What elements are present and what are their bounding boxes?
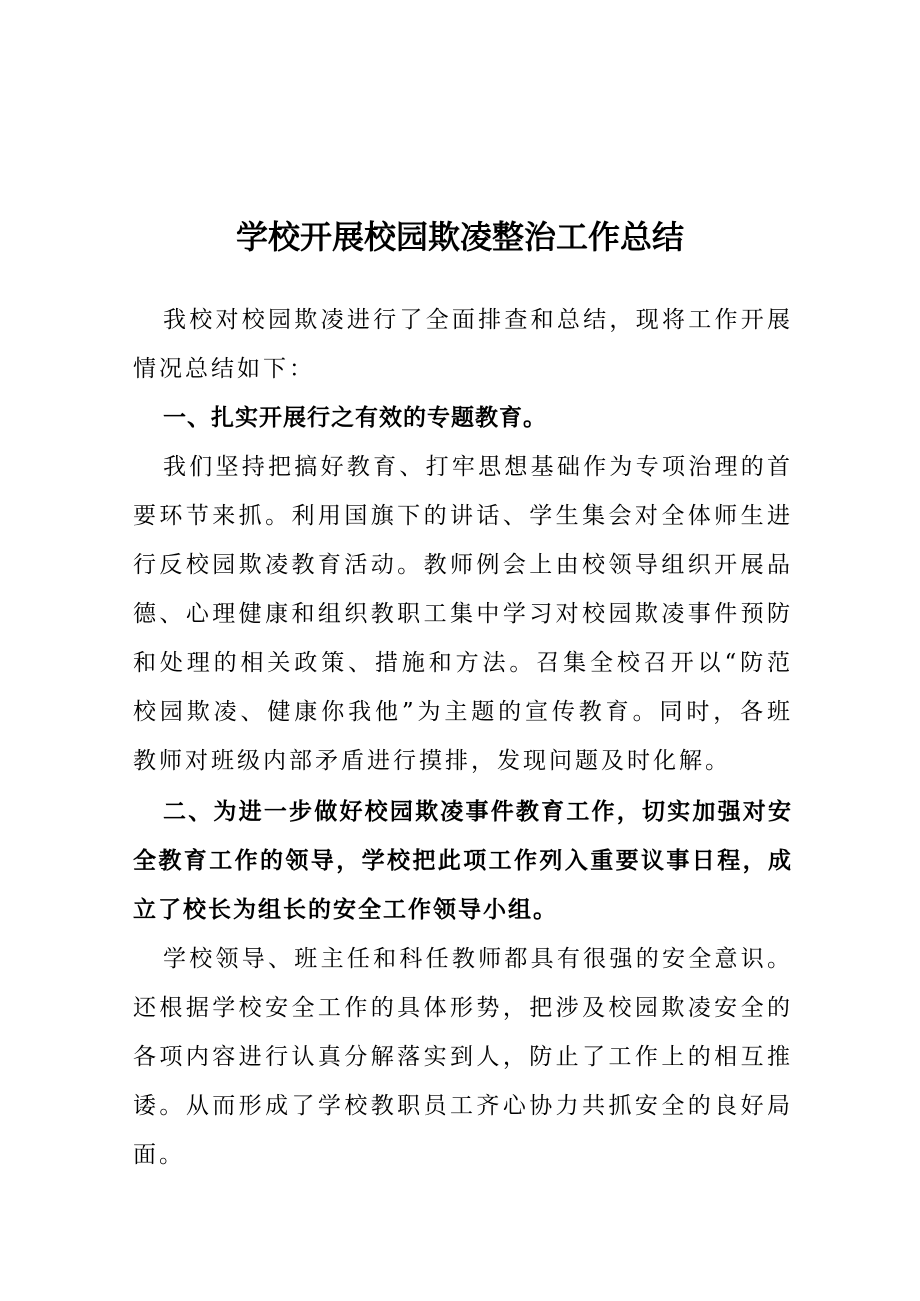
section-1-heading: 一、扎实开展行之有效的专题教育。 <box>163 405 547 431</box>
section-1-paragraph: 我们坚持把搞好教育、打牢思想基础作为专项治理的首要环节来抓。利用国旗下的讲话、学生集会对全体师生进行反校园欺凌教育活动。教师例会上由校领导组织开展品德、心理健康和组织教职工集中学习对校园欺凌事件预防和处理的相关政策、措施和方法。召集全校召开以“防范校园欺凌、健康你我他”为主题的宣传教育。同时，各班教师对班级内部矛盾进行摸排，发现问题及时化解。 <box>133 454 793 774</box>
section-2-paragraph: 学校领导、班主任和科任教师都具有很强的安全意识。还根据学校安全工作的具体形势，把涉及校园欺凌安全的各项内容进行认真分解落实到人，防止了工作上的相互推诿。从而形成了学校教职员工齐心协力共抓安全的良好局面。 <box>133 946 793 1168</box>
document-title: 学校开展校园欺凌整治工作总结 <box>235 218 684 256</box>
section-2-heading: 二、为进一步做好校园欺凌事件教育工作，切实加强对安全教育工作的领导，学校把此项工作列入重要议事日程，成立了校长为组长的安全工作领导小组。 <box>133 799 793 923</box>
intro-paragraph: 我校对校园欺凌进行了全面排查和总结，现将工作开展情况总结如下： <box>133 307 793 382</box>
